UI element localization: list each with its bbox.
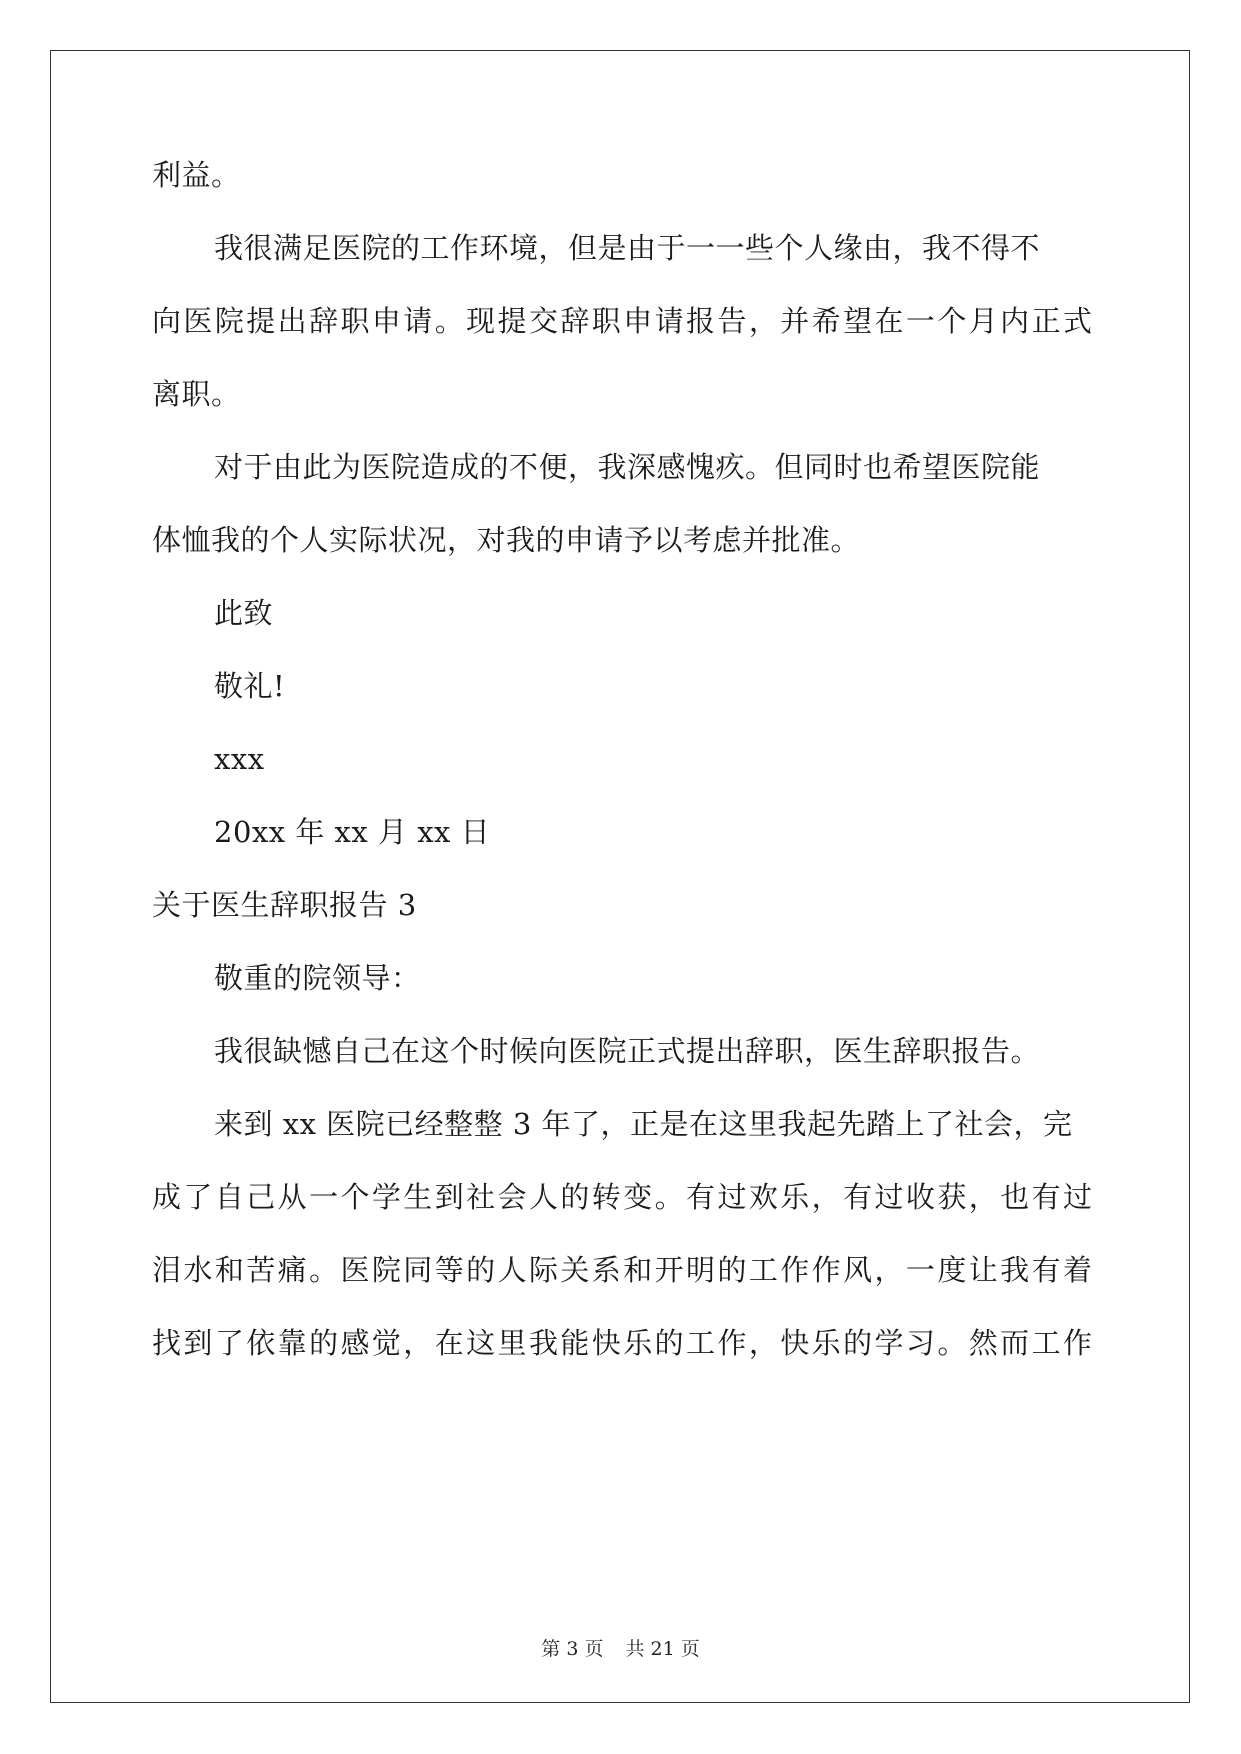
paragraph-line: 我很满足医院的工作环境，但是由于一一些个人缘由，我不得不 (214, 231, 1041, 265)
closing-salutation: 此致 (214, 596, 274, 630)
paragraph-line: 来到 xx 医院已经整整 3 年了，正是在这里我起先踏上了社会，完 (214, 1107, 1073, 1141)
page-border (50, 50, 1190, 1703)
page-footer (0, 1637, 1241, 1661)
greeting: 敬重的院领导： (214, 961, 421, 995)
paragraph-line: 成了自己从一个学生到社会人的转变。有过欢乐，有过收获，也有过 (152, 1180, 1092, 1214)
paragraph-line: 找到了依靠的感觉，在这里我能快乐的工作，快乐的学习。然而工作 (152, 1326, 1092, 1360)
signature-name: xxx (214, 742, 265, 776)
paragraph-line: 泪水和苦痛。医院同等的人际关系和开明的工作作风，一度让我有着 (152, 1253, 1092, 1287)
signature-date: 20xx 年 xx 月 xx 日 (214, 815, 491, 849)
paragraph-line: 体恤我的个人实际状况，对我的申请予以考虑并批准。 (152, 523, 861, 557)
paragraph-line: 向医院提出辞职申请。现提交辞职申请报告，并希望在一个月内正式 (152, 304, 1092, 338)
closing-regards: 敬礼! (214, 669, 286, 703)
paragraph-line: 利益。 (152, 158, 241, 192)
page-total: 共 21 页 (625, 1638, 700, 1660)
page-number: 第 3 页 (541, 1638, 604, 1660)
paragraph-line: 对于由此为医院造成的不便，我深感愧疚。但同时也希望医院能 (214, 450, 1041, 484)
paragraph-line: 离职。 (152, 377, 241, 411)
section-heading: 关于医生辞职报告 3 (152, 888, 417, 922)
paragraph-line: 我很缺憾自己在这个时候向医院正式提出辞职，医生辞职报告。 (214, 1034, 1041, 1068)
